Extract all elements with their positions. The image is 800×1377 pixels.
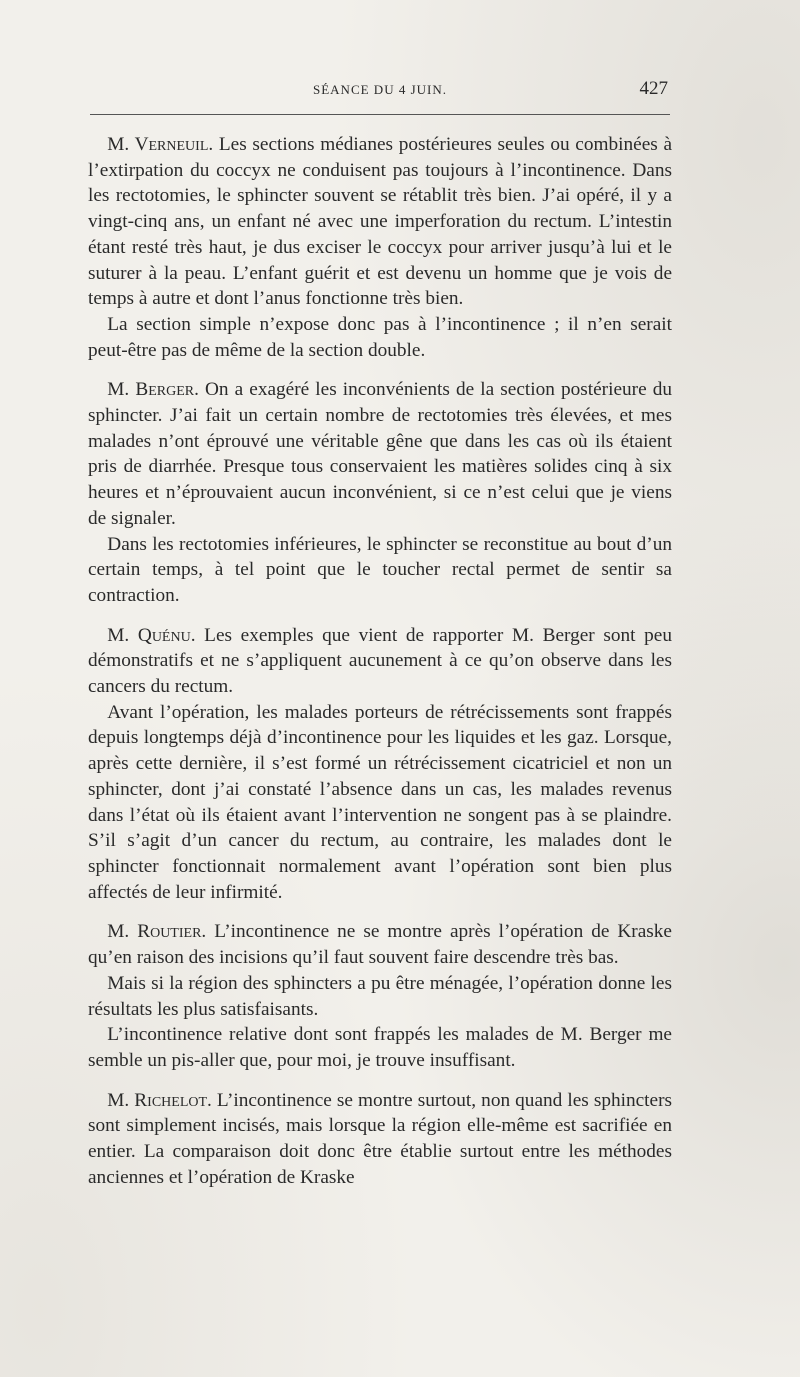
paragraph <box>88 312 672 363</box>
running-title: SÉANCE DU 4 JUIN. <box>313 82 447 97</box>
speaker-name: M. Berger. <box>107 379 199 401</box>
paragraph-text: Dans les rectotomies inférieures, le sphincter se reconstitue au bout d’un certain temps, à tel point que le toucher rectal permet de sentir sa contraction. <box>88 533 672 606</box>
paragraph-text: L’incontinence ne se montre après l’opération de Kraske qu’en raison des incisions qu’il faut souvent faire descendre très bas. <box>88 921 672 969</box>
paragraph-richelot <box>88 1088 672 1191</box>
header-rule <box>90 114 670 115</box>
paragraph <box>88 971 672 1022</box>
paragraph <box>88 532 672 609</box>
speaker-name: M. Richelot. <box>107 1089 212 1111</box>
paragraph <box>88 700 672 906</box>
paragraph-text: L’incontinence se montre surtout, non quand les sphincters sont simplement incisés, mais lorsque la région elle-même est sacrifiée en entier. La comparaison doit donc être établie surtout entre les méthodes anciennes et l’opération de Kraske <box>88 1089 672 1188</box>
paragraph-text: Mais si la région des sphincters a pu être ménagée, l’opération donne les résultats les plus satisfaisants. <box>88 972 672 1020</box>
page-header <box>90 78 670 102</box>
paragraph-text: On a exagéré les inconvénients de la section postérieure du sphincter. J’ai fait un certain nombre de rectotomies très élevées, et mes malades n’ont éprouvé une véritable gêne que dans les cas où ils étaient pris de diarrhée. Presque tous conservaient les matières solides cinq à six heures et n’éprouvaient aucun inconvénient, si ce n’est celui que je viens de signaler. <box>88 379 672 529</box>
paragraph-text: Les sections médianes postérieures seules ou combinées à l’extirpation du coccyx ne conduisent pas toujours à l’incontinence. Dans les rectotomies, le sphincter souvent se rétablit très bien. J’ai opéré, il y a vingt-cinq ans, un enfant né avec une imperforation du rectum. L’intestin étant resté très haut, je dus exciser le coccyx pour arriver jusqu’à lui et le suturer à la peau. L’enfant guérit et est devenu un homme que je vois de temps à autre et dont l’anus fonctionne très bien. <box>88 134 672 310</box>
paragraph-text: La section simple n’expose donc pas à l’incontinence ; il n’en serait peut-être pas de même de la section double. <box>88 313 672 361</box>
body-text <box>88 132 672 1190</box>
paragraph-text: Les exemples que vient de rapporter M. Berger sont peu démonstratifs et ne s’appliquent aucunement à ce qu’on observe dans les cancers du rectum. <box>88 624 672 698</box>
speaker-name: M. Routier. <box>107 921 207 943</box>
paragraph <box>88 1022 672 1073</box>
paragraph-text: Avant l’opération, les malades porteurs de rétrécissements sont frappés depuis longtemps déjà d’incontinence pour les liquides et les gaz. Lorsque, après cette dernière, il s’est formé un rétrécissement cicatriciel et non un sphincter, dont j’ai constaté l’absence dans un cas, les malades revenus dans l’état où ils étaient avant l’intervention ne songent pas à se plaindre. S’il s’agit d’un cancer du rectum, au contraire, les malades dont le sphincter fonctionnait normalement avant l’opération sont bien plus affectés de leur infirmité. <box>88 701 672 903</box>
page-number: 427 <box>639 78 668 99</box>
paragraph-text: L’incontinence relative dont sont frappés les malades de M. Berger me semble un pis-aller que, pour moi, je trouve insuffisant. <box>88 1024 672 1071</box>
paragraph-quenu <box>88 623 672 700</box>
paragraph-verneuil <box>88 132 672 312</box>
paragraph-berger <box>88 377 672 531</box>
speaker-name: M. Verneuil. <box>107 134 214 155</box>
paragraph-routier <box>88 919 672 970</box>
speaker-name: M. Quénu. <box>107 624 196 646</box>
